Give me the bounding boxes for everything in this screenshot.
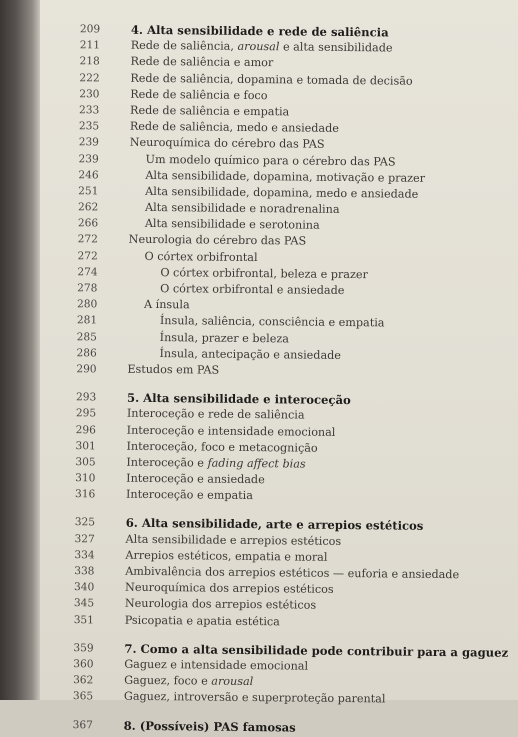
entry-title: Neurologia do cérebro das PAS (128, 233, 307, 249)
page-number: 338 (74, 565, 95, 578)
entry-title: Ínsula, saliência, consciência e empatia (159, 314, 385, 330)
entry-title: Rede de saliência, arousal e alta sensibilidade (130, 38, 393, 55)
entry-title: Gaguez e intensidade emocional (124, 657, 309, 673)
page-number: 274 (77, 266, 98, 279)
entry-title: O córtex orbifrontal (144, 249, 258, 264)
italic-term: arousal (237, 40, 280, 54)
entry-title: Ínsula, prazer e beleza (159, 330, 290, 345)
entry-title: 4. Alta sensibilidade e rede de saliência (130, 22, 389, 40)
page-number: 325 (74, 516, 96, 529)
page-number: 310 (75, 472, 96, 485)
page-number: 301 (75, 439, 96, 453)
entry-title: Arrepios estéticos, empatia e moral (125, 548, 328, 564)
entry-title: Rede de saliência, dopamina e tomada de decisão (130, 71, 413, 88)
entry-title: Alta sensibilidade e serotonina (144, 217, 320, 232)
entry-title: Gaguez, foco e arousal (124, 673, 254, 689)
entry-title: Neuroquímica do cérebro das PAS (129, 136, 325, 152)
page-number: 327 (74, 532, 95, 546)
page-number: 262 (77, 201, 99, 214)
entry-title: Rede de saliência e foco (130, 87, 268, 102)
entry-title: 6. Alta sensibilidade, arte e arrepios estéticos (125, 516, 424, 534)
table-of-contents (0, 20, 518, 735)
entry-title: Gaguez, introversão e superproteção parental (123, 690, 386, 706)
entry-title: 5. Alta sensibilidade e interoceção (126, 390, 351, 408)
entry-title: Estudos em PAS (127, 362, 220, 377)
entry-title: Interoceção e fading affect bias (126, 455, 306, 471)
page-number: 285 (76, 330, 97, 343)
page-number: 266 (77, 217, 99, 230)
page-number: 365 (72, 690, 94, 703)
page-number: 367 (72, 718, 93, 731)
entry-title: O córtex orbifrontal e ansiedade (160, 282, 345, 297)
entry-title: Neurologia dos arrepios estéticos (124, 597, 317, 613)
page-number: 345 (73, 597, 95, 610)
page-number: 251 (78, 185, 99, 198)
page-number: 286 (76, 346, 97, 360)
page-number: 209 (79, 23, 101, 36)
page-number: 359 (73, 641, 94, 655)
page-number: 296 (75, 423, 97, 436)
entry-title: 8. (Possíveis) PAS famosas (123, 718, 296, 735)
page-number: 316 (74, 488, 96, 501)
page-number: 233 (79, 104, 100, 117)
page-number: 280 (76, 298, 98, 311)
entry-title: Rede de saliência e empatia (130, 103, 290, 119)
page-number: 360 (73, 658, 94, 671)
page-number: 246 (78, 168, 99, 182)
italic-term: fading affect bias (207, 456, 306, 471)
entry-title: Interoceção, foco e metacognição (126, 439, 318, 455)
page-number: 305 (75, 456, 96, 469)
page-number: 222 (79, 71, 100, 84)
page-number: 278 (77, 282, 98, 295)
page-number: 334 (74, 548, 95, 562)
entry-title: Alta sensibilidade, dopamina, motivação e prazer (145, 168, 426, 185)
page-number: 218 (79, 55, 100, 68)
entry-title: A ínsula (143, 298, 190, 312)
entry-title: O córtex orbifrontal, beleza e prazer (160, 265, 368, 282)
page-number: 281 (76, 314, 98, 327)
page-number: 211 (79, 39, 101, 52)
entry-title: Um modelo químico para o cérebro das PAS (145, 152, 396, 169)
entry-title: Ínsula, antecipação e ansiedade (159, 346, 342, 362)
page-number: 272 (77, 249, 98, 263)
entry-title: Interoceção e ansiedade (126, 471, 265, 487)
entry-title: Neuroquímica dos arrepios estéticos (125, 580, 334, 597)
entry-title: Alta sensibilidade e arrepios estéticos (125, 532, 342, 548)
page-number: 351 (73, 613, 95, 626)
page-number: 230 (79, 87, 100, 101)
entry-title: Rede de saliência e amor (130, 55, 274, 70)
italic-term: arousal (211, 674, 254, 689)
entry-title: Interoceção e rede de saliência (126, 407, 305, 422)
entry-title: Alta sensibilidade e noradrenalina (144, 200, 340, 216)
page-number: 340 (74, 581, 95, 594)
page-number: 295 (75, 407, 97, 420)
page-number: 362 (73, 674, 94, 687)
entry-title: Psicopatia e apatia estética (124, 613, 280, 628)
page-number: 293 (75, 391, 97, 404)
page-number: 290 (76, 363, 97, 376)
entry-title: Rede de saliência, medo e ansiedade (129, 119, 339, 136)
page-number: 235 (78, 120, 100, 133)
entry-title: Alta sensibilidade, dopamina, medo e ansiedade (145, 184, 419, 201)
page-number: 239 (78, 136, 100, 149)
entry-title: Interoceção e empatia (125, 487, 254, 503)
entry-title: 7. Como a alta sensibilidade pode contribuir para a gaguez (124, 641, 509, 660)
page-number: 239 (78, 152, 99, 165)
entry-title: Interoceção e intensidade emocional (126, 423, 336, 439)
entry-title: Ambivalência dos arrepios estéticos — euforia e ansiedade (125, 564, 460, 582)
page-number: 272 (77, 233, 99, 246)
